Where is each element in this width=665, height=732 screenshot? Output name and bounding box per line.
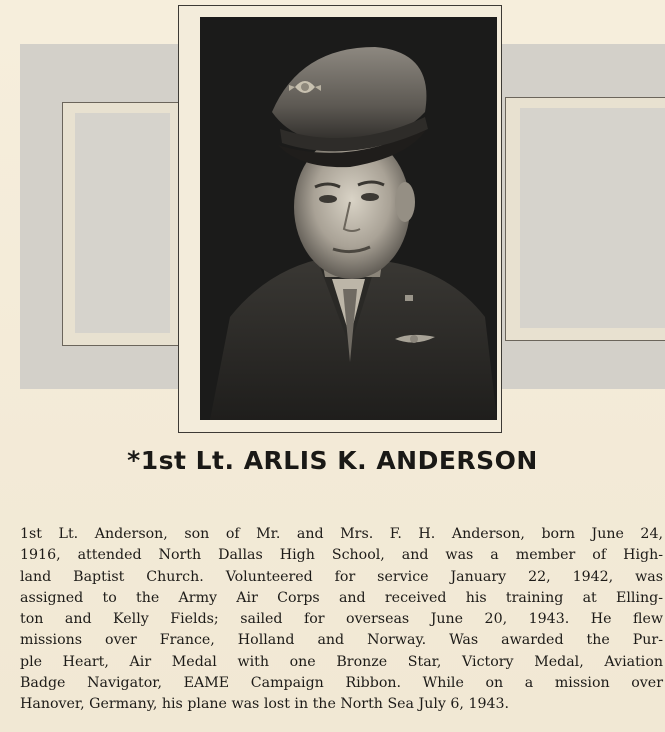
decorative-panel-right-inner: [520, 108, 665, 328]
bio-line: missions over France, Holland and Norway. Was awarded the Pur-: [20, 632, 663, 649]
bio-line: Hanover, Germany, his plane was lost in the North Sea July 6, 1943.: [20, 696, 510, 713]
bio-line: land Baptist Church. Volunteered for service January 22, 1942, was: [20, 568, 663, 585]
decorative-panel-right: [505, 97, 665, 341]
page-title: *1st Lt. ARLIS K. ANDERSON: [127, 446, 538, 475]
bio-line: ton and Kelly Fields; sailed for overseas June 20, 1943. He flew: [20, 611, 663, 628]
bio-line: 1st Lt. Anderson, son of Mr. and Mrs. F. H. Anderson, born June 24,: [20, 526, 663, 542]
portrait-photo: [200, 17, 497, 420]
bio-line: assigned to the Army Air Corps and received his training at Elling-: [20, 589, 663, 606]
bio-line: Badge Navigator, EAME Campaign Ribbon. While on a mission over: [20, 675, 663, 692]
decorative-panel-left: [62, 102, 184, 346]
bio-line: 1916, attended North Dallas High School, and was a member of High-: [20, 547, 663, 564]
biography-text: [20, 524, 665, 716]
decorative-panel-left-inner: [75, 113, 170, 333]
portrait-illustration: [200, 17, 497, 420]
bio-line: ple Heart, Air Medal with one Bronze Star, Victory Medal, Aviation: [20, 653, 663, 670]
